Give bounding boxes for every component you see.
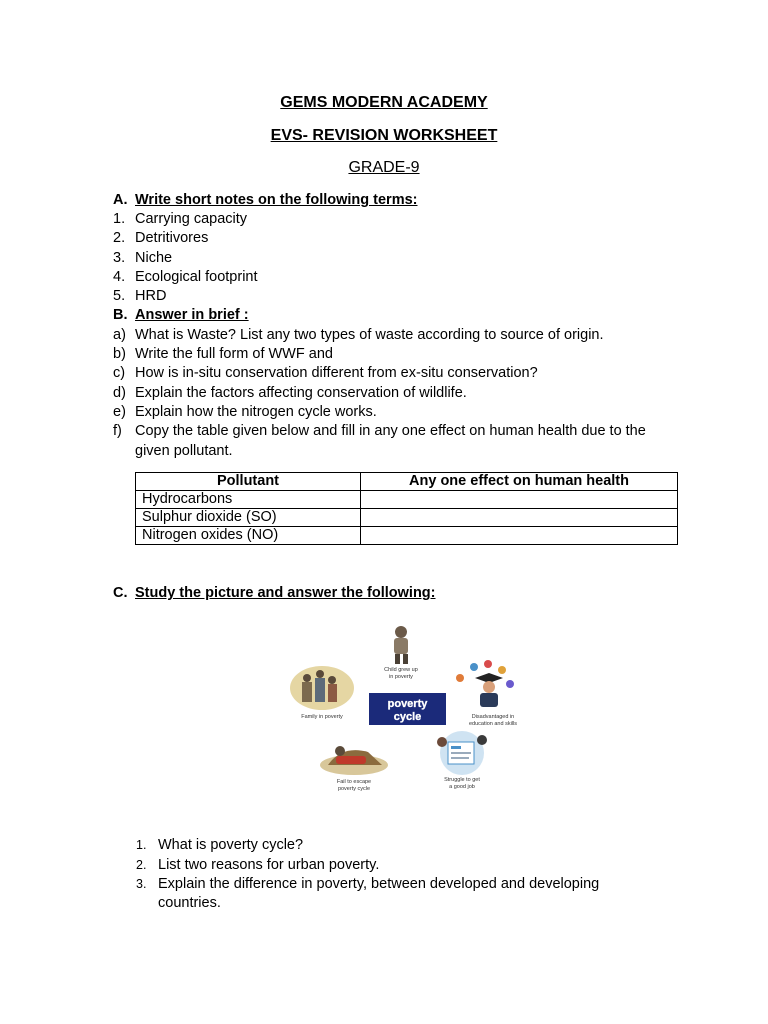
item-text: Write the full form of WWF and	[135, 346, 333, 362]
item-marker: 1.	[136, 838, 147, 852]
item-text: Explain how the nitrogen cycle works.	[135, 404, 377, 420]
node-right-line2: education and skills	[468, 721, 518, 727]
node-bottom-right-line2: a good job	[449, 784, 475, 790]
item-marker: d)	[113, 385, 126, 401]
item-marker: 4.	[113, 269, 126, 285]
family-icon	[290, 666, 354, 710]
section-marker: B.	[113, 307, 128, 323]
item-text: HRD	[135, 288, 167, 304]
item-marker: 3.	[113, 250, 126, 266]
item-marker: 2.	[136, 858, 147, 872]
effect-cell	[361, 509, 678, 527]
pollutant-cell: Hydrocarbons	[136, 491, 361, 509]
item-text: Carrying capacity	[135, 211, 248, 227]
section-marker: C.	[113, 585, 128, 601]
item-marker: 3.	[136, 877, 147, 891]
table-row	[136, 527, 678, 545]
table-header-row	[136, 473, 678, 491]
node-top-line1: Child grew up	[384, 667, 418, 673]
item-text: Copy the table given below and fill in any one effect on human health due to the	[135, 423, 646, 439]
effect-cell	[361, 527, 678, 545]
node-bottom-left-line2: poverty cycle	[337, 786, 371, 792]
section-heading-text: Study the picture and answer the following:	[135, 585, 436, 601]
item-marker: a)	[113, 327, 126, 343]
grade-label: GRADE-9	[348, 159, 420, 176]
node-bottom-left-line1: Fail to escape	[336, 779, 372, 785]
item-text: List two reasons for urban poverty.	[158, 857, 380, 873]
item-marker: b)	[113, 346, 126, 362]
node-bottom-right-line1: Struggle to get	[444, 777, 480, 783]
school-name: GEMS MODERN ACADEMY	[280, 94, 488, 111]
column-header-pollutant: Pollutant	[136, 473, 361, 491]
item-marker: 2.	[113, 230, 126, 246]
effect-cell	[361, 491, 678, 509]
pollutant-cell: Sulphur dioxide (SO)	[136, 509, 361, 527]
center-label-line1: poverty	[387, 698, 428, 710]
center-label-line2: cycle	[393, 711, 422, 723]
item-text: Explain the factors affecting conservation of wildlife.	[135, 385, 467, 401]
section-heading-text: Write short notes on the following terms:	[135, 192, 418, 208]
item-text: What is Waste? List any two types of waste according to source of origin.	[135, 327, 604, 343]
item-marker: c)	[113, 365, 126, 381]
item-text: Niche	[135, 250, 173, 266]
item-text: Detritivores	[135, 230, 209, 246]
item-marker: 5.	[113, 288, 126, 304]
item-marker: 1.	[113, 211, 126, 227]
item-text: countries.	[158, 895, 221, 911]
poverty-cycle-illustration	[282, 620, 536, 798]
item-text: What is poverty cycle?	[158, 837, 304, 853]
pollutant-cell: Nitrogen oxides (NO)	[136, 527, 361, 545]
node-top-line2: in poverty	[389, 674, 413, 680]
item-marker: e)	[113, 404, 126, 420]
table-row	[136, 509, 678, 527]
item-marker: f)	[113, 423, 122, 439]
item-text: Ecological footprint	[135, 269, 258, 285]
worksheet-title: EVS- REVISION WORKSHEET	[270, 127, 498, 144]
pollutant-table	[135, 472, 678, 545]
item-text: Explain the difference in poverty, between developed and developing	[158, 876, 600, 892]
item-text: How is in-situ conservation different from ex-situ conservation?	[135, 365, 538, 381]
column-header-effect: Any one effect on human health	[361, 473, 678, 491]
node-right-line1: Disadvantaged in	[471, 714, 515, 720]
section-heading-text: Answer in brief :	[135, 307, 249, 323]
table-row	[136, 491, 678, 509]
item-text: given pollutant.	[135, 443, 233, 459]
section-marker: A.	[113, 192, 128, 208]
node-left-line1: Family in poverty	[301, 714, 343, 720]
